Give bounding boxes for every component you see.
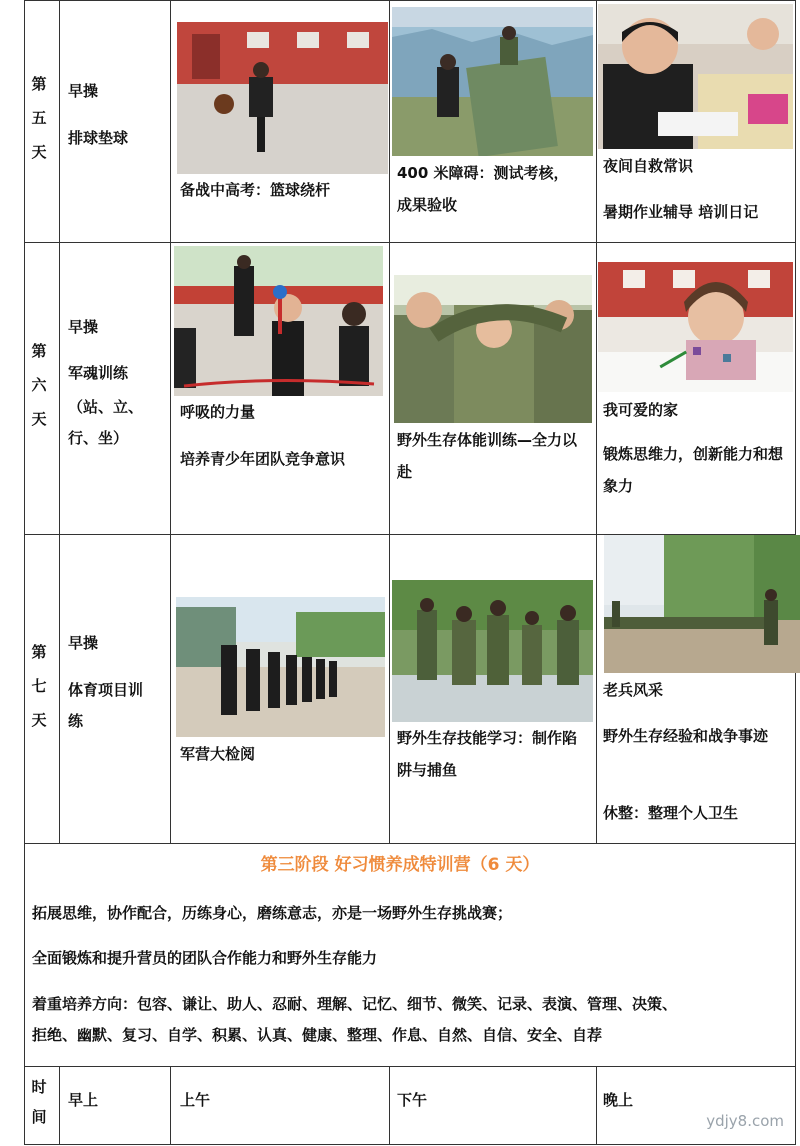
morning-activity: 早操: [68, 634, 99, 652]
military-review-photo: [176, 597, 385, 737]
carry-teammate-photo: [394, 275, 592, 423]
balloon-breathing-photo: [174, 246, 383, 396]
column-header-pm: 下午: [397, 1091, 428, 1109]
phase-title: 第三阶段 好习惯养成特训营（6 天）: [260, 855, 540, 875]
grid-line: [596, 1066, 597, 1145]
grid-line: [24, 843, 796, 844]
am-caption: 呼吸的力量: [180, 403, 256, 421]
evening-caption: 锻炼思维力，创新能力和想象力: [603, 445, 784, 495]
pm-caption: 野外生存体能训练—全力以赴: [397, 431, 578, 481]
grid-line: [59, 1066, 60, 1145]
evening-caption: 野外生存经验和战争事迹: [603, 727, 769, 745]
phase-paragraph: 拓展思维，协作配合，历练身心，磨练意志，亦是一场野外生存挑战赛；: [32, 904, 513, 922]
phase-paragraph: 拒绝、幽默、复习、自学、积累、认真、健康、整理、作息、自然、自信、安全、自荐: [32, 1026, 603, 1044]
column-header-evening: 晚上: [603, 1091, 634, 1109]
day-label: 第 七 天: [31, 643, 47, 729]
grid-line: [59, 0, 60, 843]
morning-activity: 练: [68, 712, 84, 730]
grid-line: [24, 1066, 796, 1067]
morning-activity: 排球垫球: [68, 129, 129, 147]
grid-line: [389, 1066, 390, 1145]
time-label: 时 间: [31, 1078, 47, 1126]
am-caption: 备战中高考：篮球绕杆: [180, 181, 331, 199]
stream-fishing-photo: [392, 580, 593, 722]
watermark: ydjy8.com: [706, 1112, 784, 1130]
am-caption: 培养青少年团队竞争意识: [180, 450, 346, 468]
evening-caption: 休整：整理个人卫生: [603, 804, 739, 822]
grid-line: [24, 0, 796, 1]
morning-activity: 早操: [68, 318, 99, 336]
basketball-dribble-photo: [177, 22, 388, 174]
morning-activity: （站、立、: [68, 398, 144, 416]
morning-activity: 军魂训练: [68, 364, 129, 382]
obstacle-wall-photo: [392, 7, 593, 156]
phase-paragraph: 全面锻炼和提升营员的团队合作能力和野外生存能力: [32, 949, 378, 967]
evening-caption: 暑期作业辅导 培训日记: [603, 203, 759, 221]
day-label: 第 五 天: [31, 75, 47, 161]
child-writing-photo: [598, 4, 793, 149]
grid-line: [596, 0, 597, 843]
morning-activity: 行、坐）: [68, 429, 129, 447]
pm-caption: 400 米障碍：测试考核，成果验收: [397, 164, 569, 214]
grid-line: [170, 1066, 171, 1145]
day-label: 第 六 天: [31, 342, 47, 428]
grid-line: [24, 0, 25, 1145]
phase-paragraph: 着重培养方向：包容、谦让、助人、忍耐、理解、记忆、细节、微笑、记录、表演、管理、决策、: [32, 995, 678, 1013]
evening-caption: 老兵风采: [603, 681, 664, 699]
column-header-morning: 早上: [68, 1091, 99, 1109]
girl-drawing-photo: [598, 262, 793, 392]
grid-line: [170, 0, 171, 843]
evening-caption: 我可爱的家: [603, 401, 679, 419]
morning-activity: 体育项目训: [68, 681, 144, 699]
am-caption: 军营大检阅: [180, 745, 256, 763]
grid-line: [389, 0, 390, 843]
grid-line: [24, 242, 796, 243]
grid-line: [24, 1144, 796, 1145]
column-header-am: 上午: [180, 1091, 211, 1109]
morning-activity: 早操: [68, 82, 99, 100]
pm-caption: 野外生存技能学习：制作陷阱与捕鱼: [397, 729, 578, 779]
veterans-road-photo: [604, 535, 800, 673]
evening-caption: 夜间自救常识: [603, 157, 694, 175]
